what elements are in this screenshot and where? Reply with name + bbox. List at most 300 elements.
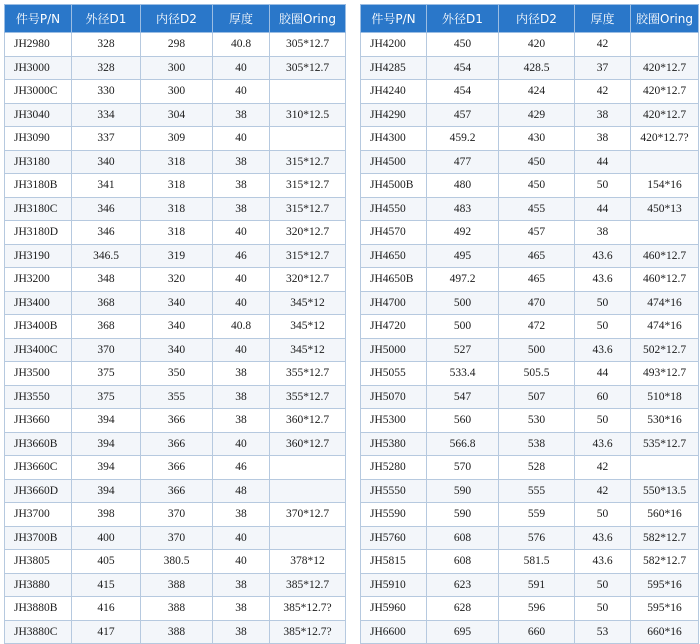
part-number-cell: JH3880B	[5, 597, 72, 621]
inner-diameter-cell: 309	[141, 127, 213, 151]
outer-diameter-cell: 328	[72, 33, 141, 57]
inner-diameter-cell: 591	[499, 573, 575, 597]
thickness-cell: 38	[213, 103, 270, 127]
table-row	[5, 244, 346, 268]
header-part-number: 件号P/N	[5, 5, 72, 33]
thickness-cell: 40.8	[213, 33, 270, 57]
inner-diameter-cell: 388	[141, 620, 213, 644]
oring-cell: 305*12.7	[270, 33, 346, 57]
thickness-cell: 40	[213, 291, 270, 315]
thickness-cell: 42	[575, 479, 631, 503]
outer-diameter-cell: 340	[72, 150, 141, 174]
thickness-cell: 46	[213, 456, 270, 480]
thickness-cell: 44	[575, 150, 631, 174]
table-row	[361, 526, 699, 550]
oring-cell	[631, 150, 699, 174]
table-row	[5, 291, 346, 315]
oring-cell: 305*12.7	[270, 56, 346, 80]
oring-cell: 315*12.7	[270, 150, 346, 174]
part-number-cell: JH5055	[361, 362, 427, 386]
thickness-cell: 38	[213, 409, 270, 433]
table-row	[5, 385, 346, 409]
thickness-cell: 44	[575, 362, 631, 386]
table-row	[361, 503, 699, 527]
outer-diameter-cell: 368	[72, 315, 141, 339]
oring-cell	[270, 479, 346, 503]
table-row	[361, 315, 699, 339]
oring-cell: 378*12	[270, 550, 346, 574]
table-row	[361, 103, 699, 127]
oring-cell: 550*13.5	[631, 479, 699, 503]
inner-diameter-cell: 298	[141, 33, 213, 57]
table-row	[361, 150, 699, 174]
outer-diameter-cell: 334	[72, 103, 141, 127]
outer-diameter-cell: 454	[427, 80, 499, 104]
oring-cell: 460*12.7	[631, 244, 699, 268]
thickness-cell: 38	[213, 573, 270, 597]
outer-diameter-cell: 450	[427, 33, 499, 57]
part-number-cell: JH4285	[361, 56, 427, 80]
outer-diameter-cell: 394	[72, 409, 141, 433]
outer-diameter-cell: 497.2	[427, 268, 499, 292]
part-number-cell: JH2980	[5, 33, 72, 57]
oring-cell: 355*12.7	[270, 385, 346, 409]
table-row	[361, 597, 699, 621]
table-row	[5, 80, 346, 104]
part-number-cell: JH3660D	[5, 479, 72, 503]
oring-cell: 360*12.7	[270, 432, 346, 456]
inner-diameter-cell: 430	[499, 127, 575, 151]
part-number-cell: JH3040	[5, 103, 72, 127]
oring-cell: 560*16	[631, 503, 699, 527]
inner-diameter-cell: 340	[141, 315, 213, 339]
table-row	[361, 197, 699, 221]
table-row	[361, 268, 699, 292]
thickness-cell: 38	[213, 620, 270, 644]
part-number-cell: JH4650B	[361, 268, 427, 292]
part-number-cell: JH4700	[361, 291, 427, 315]
table-row	[361, 409, 699, 433]
part-number-cell: JH3180D	[5, 221, 72, 245]
outer-diameter-cell: 375	[72, 362, 141, 386]
oring-cell: 660*16	[631, 620, 699, 644]
table-row	[361, 221, 699, 245]
oring-cell: 355*12.7	[270, 362, 346, 386]
oring-cell: 420*12.7	[631, 80, 699, 104]
oring-cell: 385*12.7?	[270, 597, 346, 621]
outer-diameter-cell: 417	[72, 620, 141, 644]
part-number-cell: JH5380	[361, 432, 427, 456]
outer-diameter-cell: 394	[72, 432, 141, 456]
thickness-cell: 38	[213, 597, 270, 621]
outer-diameter-cell: 416	[72, 597, 141, 621]
thickness-cell: 37	[575, 56, 631, 80]
inner-diameter-cell: 424	[499, 80, 575, 104]
outer-diameter-cell: 590	[427, 503, 499, 527]
table-row	[361, 432, 699, 456]
part-number-cell: JH5000	[361, 338, 427, 362]
oring-cell: 493*12.7	[631, 362, 699, 386]
outer-diameter-cell: 415	[72, 573, 141, 597]
outer-diameter-cell: 341	[72, 174, 141, 198]
part-number-cell: JH4300	[361, 127, 427, 151]
table-row	[361, 385, 699, 409]
inner-diameter-cell: 472	[499, 315, 575, 339]
thickness-cell: 40	[213, 338, 270, 362]
thickness-cell: 40	[213, 550, 270, 574]
table-row	[361, 338, 699, 362]
part-number-cell: JH4550	[361, 197, 427, 221]
header-outer-diameter: 外径D1	[427, 5, 499, 33]
header-row	[5, 5, 346, 33]
table-row	[5, 103, 346, 127]
table-row	[361, 244, 699, 268]
outer-diameter-cell: 608	[427, 526, 499, 550]
header-thickness: 厚度	[575, 5, 631, 33]
inner-diameter-cell: 340	[141, 291, 213, 315]
oring-cell: 595*16	[631, 597, 699, 621]
oring-cell: 345*12	[270, 291, 346, 315]
header-inner-diameter: 内径D2	[141, 5, 213, 33]
outer-diameter-cell: 695	[427, 620, 499, 644]
thickness-cell: 60	[575, 385, 631, 409]
inner-diameter-cell: 319	[141, 244, 213, 268]
oring-cell	[270, 526, 346, 550]
inner-diameter-cell: 300	[141, 80, 213, 104]
oring-cell	[631, 221, 699, 245]
oring-cell: 315*12.7	[270, 244, 346, 268]
part-number-cell: JH6600	[361, 620, 427, 644]
oring-cell: 360*12.7	[270, 409, 346, 433]
table-row	[361, 479, 699, 503]
left-spec-table	[4, 4, 346, 644]
thickness-cell: 38	[213, 150, 270, 174]
thickness-cell: 38	[575, 127, 631, 151]
oring-cell	[270, 127, 346, 151]
table-row	[5, 597, 346, 621]
table-row	[361, 573, 699, 597]
inner-diameter-cell: 455	[499, 197, 575, 221]
part-number-cell: JH5550	[361, 479, 427, 503]
part-number-cell: JH3500	[5, 362, 72, 386]
table-row	[361, 291, 699, 315]
table-row	[5, 127, 346, 151]
thickness-cell: 43.6	[575, 338, 631, 362]
oring-cell: 420*12.7	[631, 103, 699, 127]
oring-cell: 510*18	[631, 385, 699, 409]
table-row	[5, 479, 346, 503]
header-inner-diameter: 内径D2	[499, 5, 575, 33]
table-row	[5, 338, 346, 362]
thickness-cell: 40	[213, 432, 270, 456]
thickness-cell: 40	[213, 221, 270, 245]
thickness-cell: 50	[575, 409, 631, 433]
thickness-cell: 38	[213, 362, 270, 386]
inner-diameter-cell: 528	[499, 456, 575, 480]
oring-cell: 310*12.5	[270, 103, 346, 127]
table-row	[5, 56, 346, 80]
outer-diameter-cell: 405	[72, 550, 141, 574]
outer-diameter-cell: 394	[72, 456, 141, 480]
thickness-cell: 50	[575, 174, 631, 198]
inner-diameter-cell: 429	[499, 103, 575, 127]
part-number-cell: JH3660B	[5, 432, 72, 456]
part-number-cell: JH3805	[5, 550, 72, 574]
inner-diameter-cell: 465	[499, 244, 575, 268]
outer-diameter-cell: 370	[72, 338, 141, 362]
thickness-cell: 42	[575, 80, 631, 104]
outer-diameter-cell: 570	[427, 456, 499, 480]
table-row	[361, 174, 699, 198]
table-row	[5, 197, 346, 221]
inner-diameter-cell: 530	[499, 409, 575, 433]
thickness-cell: 38	[575, 103, 631, 127]
table-row	[5, 526, 346, 550]
thickness-cell: 50	[575, 573, 631, 597]
inner-diameter-cell: 366	[141, 479, 213, 503]
table-row	[5, 503, 346, 527]
part-number-cell: JH4720	[361, 315, 427, 339]
thickness-cell: 40	[213, 127, 270, 151]
outer-diameter-cell: 492	[427, 221, 499, 245]
table-row	[361, 550, 699, 574]
part-number-cell: JH3180B	[5, 174, 72, 198]
part-number-cell: JH3880	[5, 573, 72, 597]
part-number-cell: JH3400	[5, 291, 72, 315]
inner-diameter-cell: 596	[499, 597, 575, 621]
thickness-cell: 40	[213, 268, 270, 292]
part-number-cell: JH5910	[361, 573, 427, 597]
outer-diameter-cell: 495	[427, 244, 499, 268]
thickness-cell: 40	[213, 526, 270, 550]
thickness-cell: 42	[575, 33, 631, 57]
inner-diameter-cell: 505.5	[499, 362, 575, 386]
outer-diameter-cell: 480	[427, 174, 499, 198]
inner-diameter-cell: 559	[499, 503, 575, 527]
inner-diameter-cell: 576	[499, 526, 575, 550]
inner-diameter-cell: 366	[141, 432, 213, 456]
inner-diameter-cell: 450	[499, 174, 575, 198]
inner-diameter-cell: 366	[141, 456, 213, 480]
outer-diameter-cell: 348	[72, 268, 141, 292]
thickness-cell: 44	[575, 197, 631, 221]
oring-cell: 315*12.7	[270, 174, 346, 198]
thickness-cell: 50	[575, 503, 631, 527]
table-row	[5, 174, 346, 198]
right-spec-table	[360, 4, 699, 644]
outer-diameter-cell: 483	[427, 197, 499, 221]
oring-cell	[270, 80, 346, 104]
inner-diameter-cell: 320	[141, 268, 213, 292]
part-number-cell: JH3180	[5, 150, 72, 174]
part-number-cell: JH4240	[361, 80, 427, 104]
outer-diameter-cell: 477	[427, 150, 499, 174]
inner-diameter-cell: 555	[499, 479, 575, 503]
part-number-cell: JH4290	[361, 103, 427, 127]
oring-cell: 450*13	[631, 197, 699, 221]
part-number-cell: JH5815	[361, 550, 427, 574]
table-row	[361, 362, 699, 386]
thickness-cell: 38	[213, 503, 270, 527]
oring-cell: 320*12.7	[270, 221, 346, 245]
oring-cell: 460*12.7	[631, 268, 699, 292]
outer-diameter-cell: 454	[427, 56, 499, 80]
oring-cell: 582*12.7	[631, 526, 699, 550]
outer-diameter-cell: 394	[72, 479, 141, 503]
table-row	[5, 409, 346, 433]
part-number-cell: JH5300	[361, 409, 427, 433]
oring-cell: 420*12.7?	[631, 127, 699, 151]
inner-diameter-cell: 318	[141, 174, 213, 198]
thickness-cell: 50	[575, 291, 631, 315]
outer-diameter-cell: 368	[72, 291, 141, 315]
thickness-cell: 38	[213, 197, 270, 221]
inner-diameter-cell: 355	[141, 385, 213, 409]
header-thickness: 厚度	[213, 5, 270, 33]
table-row	[361, 80, 699, 104]
inner-diameter-cell: 470	[499, 291, 575, 315]
oring-cell: 370*12.7	[270, 503, 346, 527]
thickness-cell: 43.6	[575, 550, 631, 574]
inner-diameter-cell: 507	[499, 385, 575, 409]
part-number-cell: JH4650	[361, 244, 427, 268]
outer-diameter-cell: 459.2	[427, 127, 499, 151]
part-number-cell: JH4200	[361, 33, 427, 57]
inner-diameter-cell: 457	[499, 221, 575, 245]
outer-diameter-cell: 337	[72, 127, 141, 151]
part-number-cell: JH4500B	[361, 174, 427, 198]
oring-cell	[270, 456, 346, 480]
inner-diameter-cell: 660	[499, 620, 575, 644]
inner-diameter-cell: 500	[499, 338, 575, 362]
table-row	[5, 573, 346, 597]
part-number-cell: JH3700	[5, 503, 72, 527]
table-row	[361, 127, 699, 151]
thickness-cell: 43.6	[575, 244, 631, 268]
outer-diameter-cell: 375	[72, 385, 141, 409]
inner-diameter-cell: 340	[141, 338, 213, 362]
thickness-cell: 46	[213, 244, 270, 268]
inner-diameter-cell: 370	[141, 503, 213, 527]
oring-cell: 345*12	[270, 315, 346, 339]
inner-diameter-cell: 350	[141, 362, 213, 386]
oring-cell: 474*16	[631, 291, 699, 315]
table-row	[5, 315, 346, 339]
part-number-cell: JH3700B	[5, 526, 72, 550]
oring-cell: 420*12.7	[631, 56, 699, 80]
outer-diameter-cell: 560	[427, 409, 499, 433]
thickness-cell: 53	[575, 620, 631, 644]
part-number-cell: JH5280	[361, 456, 427, 480]
oring-cell: 385*12.7	[270, 573, 346, 597]
part-number-cell: JH3090	[5, 127, 72, 151]
inner-diameter-cell: 366	[141, 409, 213, 433]
part-number-cell: JH5760	[361, 526, 427, 550]
oring-cell	[631, 33, 699, 57]
outer-diameter-cell: 346	[72, 221, 141, 245]
inner-diameter-cell: 318	[141, 197, 213, 221]
outer-diameter-cell: 623	[427, 573, 499, 597]
part-number-cell: JH5590	[361, 503, 427, 527]
outer-diameter-cell: 608	[427, 550, 499, 574]
part-number-cell: JH3180C	[5, 197, 72, 221]
inner-diameter-cell: 581.5	[499, 550, 575, 574]
part-number-cell: JH3400C	[5, 338, 72, 362]
table-row	[5, 221, 346, 245]
inner-diameter-cell: 318	[141, 221, 213, 245]
inner-diameter-cell: 388	[141, 597, 213, 621]
thickness-cell: 40.8	[213, 315, 270, 339]
right-table-body	[361, 33, 699, 644]
oring-cell: 595*16	[631, 573, 699, 597]
outer-diameter-cell: 346	[72, 197, 141, 221]
part-number-cell: JH3200	[5, 268, 72, 292]
header-oring: 胶圈Oring	[270, 5, 346, 33]
part-number-cell: JH4500	[361, 150, 427, 174]
inner-diameter-cell: 380.5	[141, 550, 213, 574]
inner-diameter-cell: 370	[141, 526, 213, 550]
thickness-cell: 42	[575, 456, 631, 480]
thickness-cell: 43.6	[575, 526, 631, 550]
thickness-cell: 50	[575, 597, 631, 621]
oring-cell: 474*16	[631, 315, 699, 339]
inner-diameter-cell: 420	[499, 33, 575, 57]
thickness-cell: 43.6	[575, 268, 631, 292]
outer-diameter-cell: 500	[427, 291, 499, 315]
header-part-number: 件号P/N	[361, 5, 427, 33]
inner-diameter-cell: 450	[499, 150, 575, 174]
table-row	[5, 268, 346, 292]
inner-diameter-cell: 465	[499, 268, 575, 292]
oring-cell: 154*16	[631, 174, 699, 198]
oring-cell: 315*12.7	[270, 197, 346, 221]
header-row	[361, 5, 699, 33]
part-number-cell: JH3550	[5, 385, 72, 409]
part-number-cell: JH3880C	[5, 620, 72, 644]
left-table-body	[5, 33, 346, 644]
thickness-cell: 40	[213, 56, 270, 80]
thickness-cell: 50	[575, 315, 631, 339]
part-number-cell: JH3660	[5, 409, 72, 433]
outer-diameter-cell: 628	[427, 597, 499, 621]
oring-cell: 582*12.7	[631, 550, 699, 574]
thickness-cell: 43.6	[575, 432, 631, 456]
outer-diameter-cell: 533.4	[427, 362, 499, 386]
inner-diameter-cell: 388	[141, 573, 213, 597]
outer-diameter-cell: 457	[427, 103, 499, 127]
inner-diameter-cell: 538	[499, 432, 575, 456]
table-row	[361, 456, 699, 480]
table-row	[5, 362, 346, 386]
part-number-cell: JH5070	[361, 385, 427, 409]
outer-diameter-cell: 527	[427, 338, 499, 362]
thickness-cell: 38	[575, 221, 631, 245]
inner-diameter-cell: 428.5	[499, 56, 575, 80]
oring-cell: 535*12.7	[631, 432, 699, 456]
outer-diameter-cell: 346.5	[72, 244, 141, 268]
oring-cell	[631, 456, 699, 480]
outer-diameter-cell: 547	[427, 385, 499, 409]
oring-cell: 385*12.7?	[270, 620, 346, 644]
oring-cell: 345*12	[270, 338, 346, 362]
oring-cell: 502*12.7	[631, 338, 699, 362]
outer-diameter-cell: 566.8	[427, 432, 499, 456]
table-row	[5, 150, 346, 174]
oring-cell: 320*12.7	[270, 268, 346, 292]
part-number-cell: JH3400B	[5, 315, 72, 339]
header-oring: 胶圈Oring	[631, 5, 699, 33]
outer-diameter-cell: 590	[427, 479, 499, 503]
